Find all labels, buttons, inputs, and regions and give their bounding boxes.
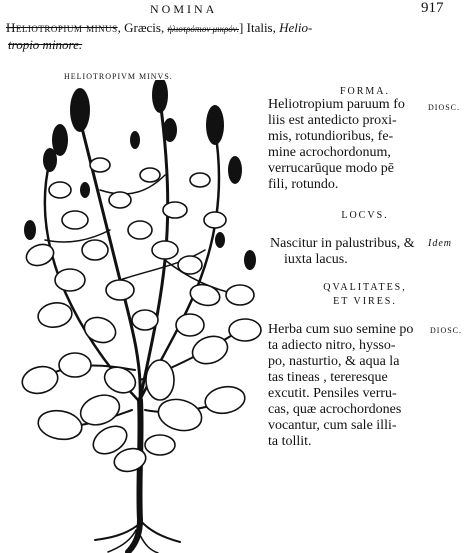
qualitates-line: cas, quæ acrochordones — [268, 402, 402, 417]
qualitates-heading: QVALITATES, — [323, 282, 407, 293]
title-line-2 — [8, 37, 82, 53]
forma-heading: FORMA. — [339, 86, 391, 97]
forma-text — [268, 97, 405, 193]
greek-name: ἡλιοτρόπιον μικρόν. — [167, 24, 240, 34]
qualitates-line: tas tineas , tereresque — [268, 370, 388, 385]
qualitates-heading-2: ET VIRES. — [333, 296, 397, 307]
locus-margin-note: Idem — [428, 238, 452, 249]
qualitates-line: excutit. Pensiles verru- — [268, 386, 397, 401]
qualitates-line: Herba cum suo semine po — [268, 322, 414, 337]
forma-line: verrucarūque modo pē — [268, 161, 394, 176]
forma-line: Heliotropium paruum fo — [268, 97, 405, 112]
greek-prefix: , Græcis, — [117, 20, 165, 35]
locus-text — [270, 236, 415, 268]
title-line — [6, 20, 312, 37]
qualitates-line: ta tollit. — [268, 434, 312, 449]
locus-line: iuxta lacus. — [284, 252, 348, 267]
italian-name-1: Helio- — [279, 20, 313, 35]
qualitates-margin-note: DIOSC. — [430, 326, 463, 335]
forma-line: fili, rotundo. — [268, 177, 339, 192]
plant-name: Heliotropium minus — [6, 20, 118, 35]
locus-heading: LOCVS. — [341, 210, 389, 221]
plate-label: HELIOTROPIVM MINVS. — [64, 72, 173, 81]
qualitates-text — [268, 322, 413, 450]
forma-margin-note: DIOSC. — [428, 103, 461, 112]
locus-line: Nascitur in palustribus, & — [270, 236, 415, 251]
forma-line: mine acrochordonum, — [268, 145, 391, 160]
forma-line: mis, rotundioribus, fe- — [268, 129, 394, 144]
plant-illustration — [0, 80, 270, 553]
italian-prefix: ] Italis, — [239, 20, 276, 35]
forma-line: liis est antedicto proxi- — [268, 113, 397, 128]
italian-name-2: tropio minore. — [8, 37, 83, 52]
qualitates-line: po, nasturtio, & aqua la — [268, 354, 400, 369]
heliotrope-woodcut — [0, 80, 270, 553]
qualitates-line: ta adiecto nitro, hysso- — [268, 338, 396, 353]
page-number: 917 — [421, 0, 444, 16]
running-header: NOMINA — [150, 2, 218, 16]
qualitates-line: vocantur, cum sale illi- — [268, 418, 397, 433]
